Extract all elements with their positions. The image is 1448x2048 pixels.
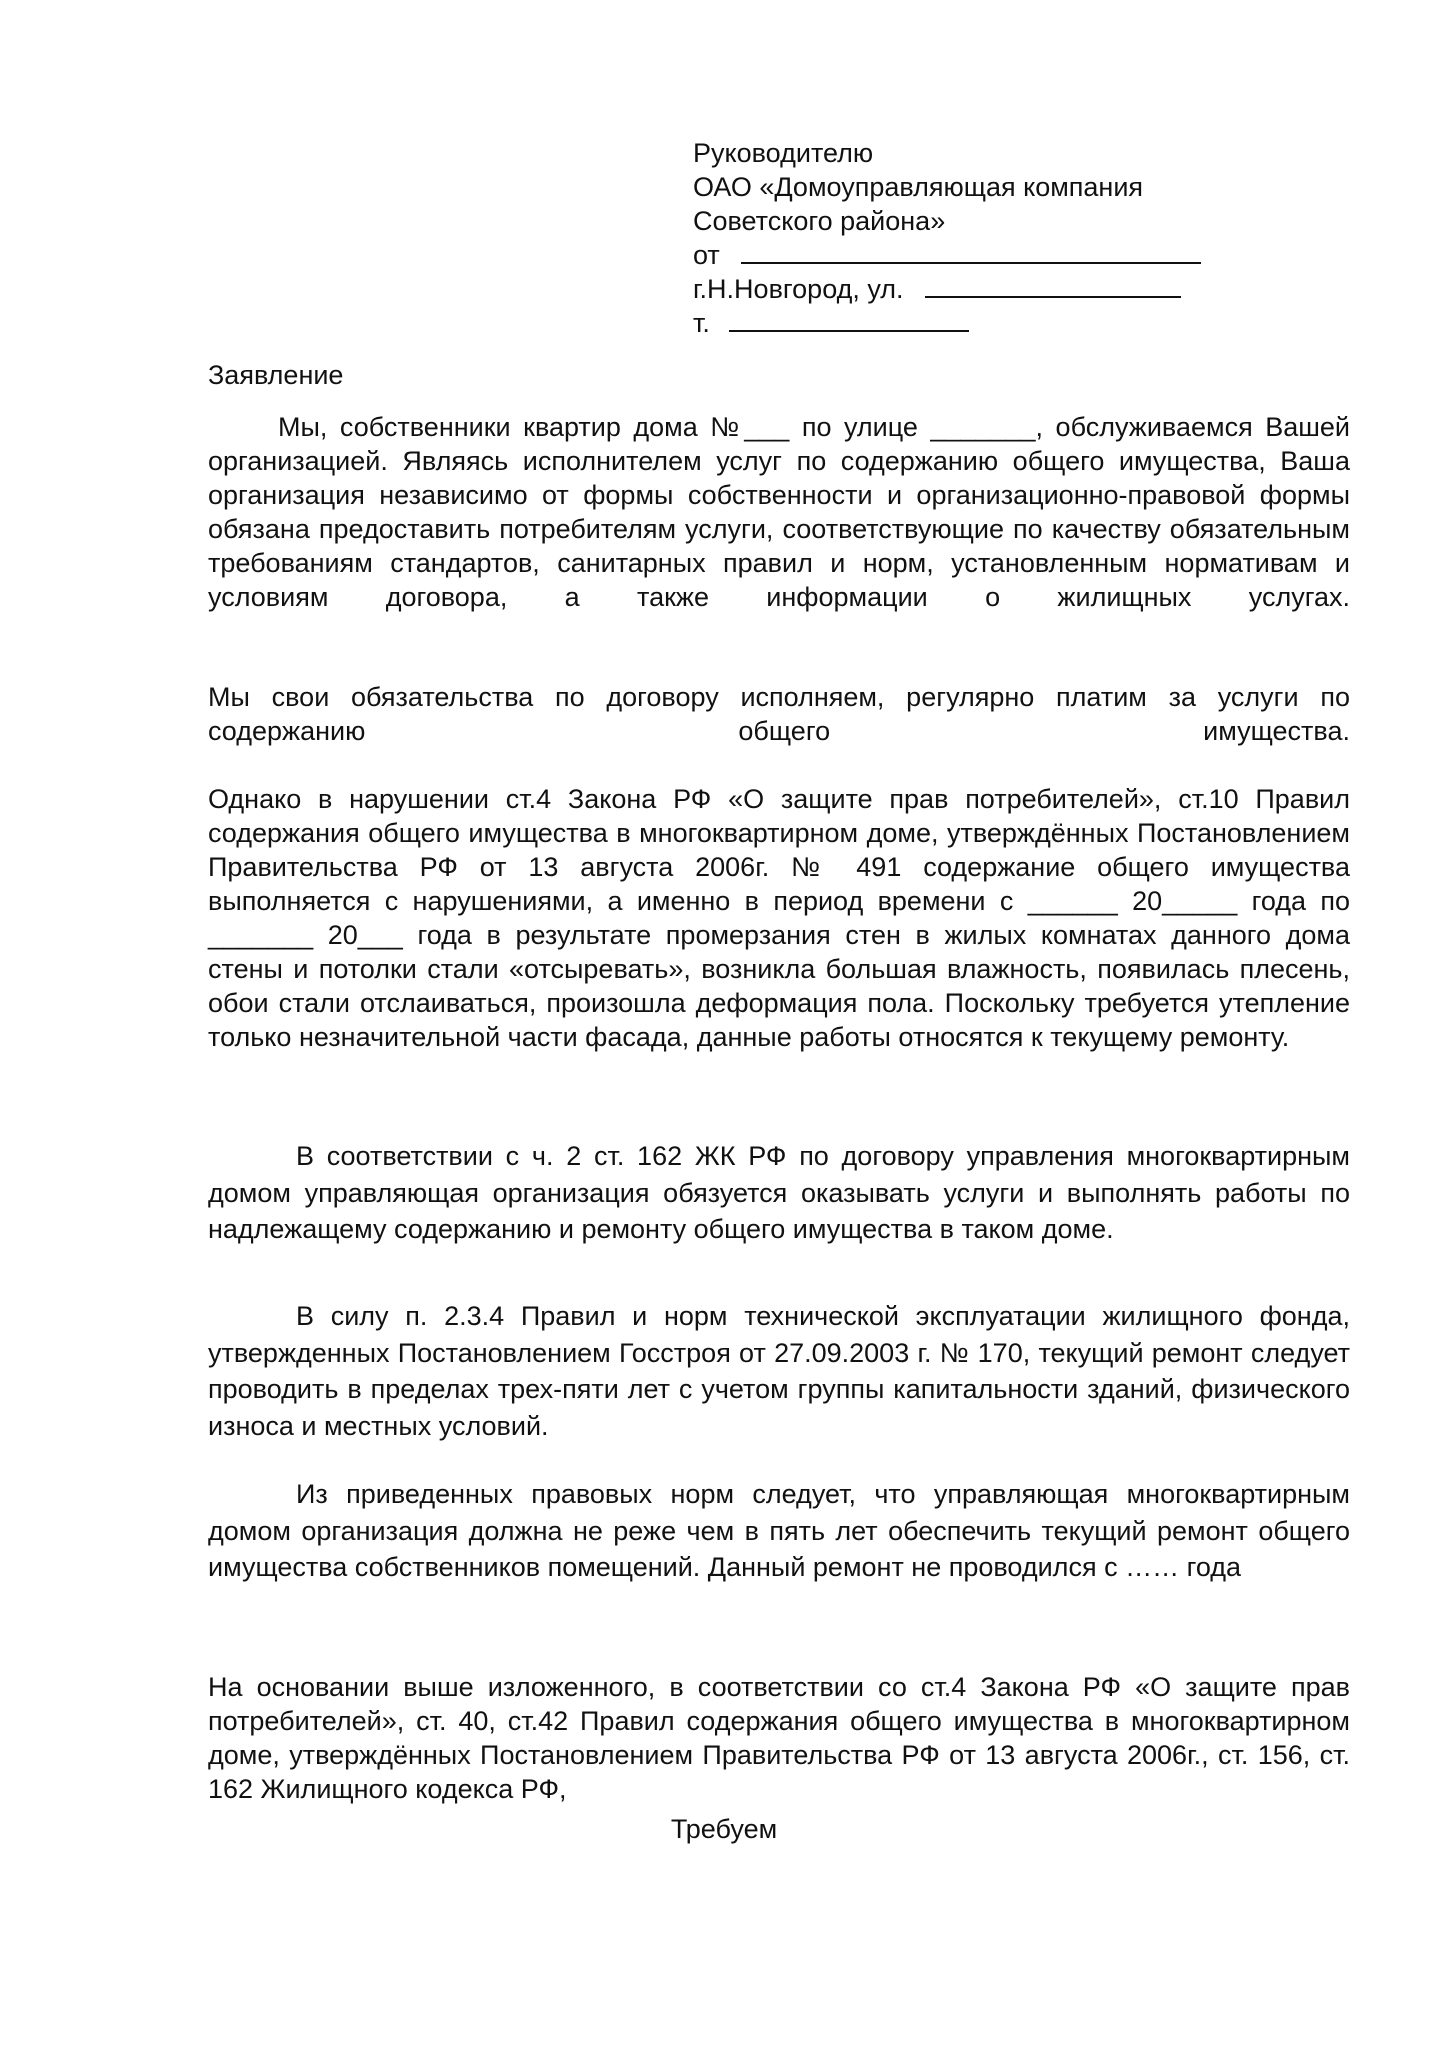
paragraph-5 [208,1298,1350,1444]
demand-heading: Требуем [670,1814,778,1844]
phone-blank [729,306,969,332]
paragraph-7-text: На основании выше изложенного, в соответствии со ст.4 Закона РФ «О защите прав потребителей», ст. 40, ст.42 Правил содержания общего имущества в многоквартирном доме, утверждённых Постановлением Правительства РФ от 13 августа 2006г., ст. 156, ст. 162 Жилищного кодекса РФ, [208,1672,1350,1804]
paragraph-6 [208,1476,1350,1586]
paragraph-7 [208,1670,1350,1806]
paragraph-5-text: В силу п. 2.3.4 Правил и норм технической эксплуатации жилищного фонда, утвержденных Постановлением Госстроя от 27.09.2003 г. № 170, текущий ремонт следует проводить в пределах трех-пяти лет с учетом группы капитальности зданий, физического износа и местных условий. [208,1301,1350,1441]
addressee-line-1: Руководителю [693,138,874,168]
from-label: от [693,240,720,270]
paragraph-3 [208,782,1350,1054]
paragraph-2 [208,680,1350,748]
addressee-line-2: ОАО «Домоуправляющая компания [693,172,1144,202]
addressee-line-3: Советского района» [693,206,946,236]
addressee-from-line [693,238,1201,272]
paragraph-6-text: Из приведенных правовых норм следует, что управляющая многоквартирным домом организация должна не реже чем в пять лет обеспечить текущий ремонт общего имущества собственников помещений. Данный ремонт не проводился с …… года [208,1479,1350,1582]
paragraph-2-text: Мы свои обязательства по договору исполняем, регулярно платим за услуги по содержанию общего имущества. [208,682,1350,746]
paragraph-1-text: Мы, собственники квартир дома №___ по улице _______, обслуживаемся Вашей организацией. Являясь исполнителем услуг по содержанию общего имущества, Ваша организация независимо от формы собственности и организационно-правовой формы обязана предоставить потребителям услуги, соответствующие по качеству обязательным требованиям стандартов, санитарных правил и норм, установленным нормативам и условиям договора, а также информации о жилищных услугах. [208,412,1350,612]
city-label: г.Н.Новгород, ул. [693,274,904,304]
addressee-phone-line [693,306,1201,340]
addressee-block [693,136,1201,340]
paragraph-4 [208,1138,1350,1248]
phone-label: т. [693,308,710,338]
from-blank [741,238,1201,264]
document-title: Заявление [208,360,344,390]
paragraph-4-text: В соответствии с ч. 2 ст. 162 ЖК РФ по договору управления многоквартирным домом управляющая организация обязуется оказывать услуги и выполнять работы по надлежащему содержанию и ремонту общего имущества в таком доме. [208,1141,1350,1244]
paragraph-1 [208,410,1350,614]
paragraph-3-text: Однако в нарушении ст.4 Закона РФ «О защите прав потребителей», ст.10 Правил содержания общего имущества в многоквартирном доме, утверждённых Постановлением Правительства РФ от 13 августа 2006г. № 491 содержание общего имущества выполняется с нарушениями, а именно в период времени с ______ 20_____ года по _______ 20___ года в результате промерзания стен в жилых комнатах данного дома стены и потолки стали «отсыревать», возникла большая влажность, появилась плесень, обои стали отслаиваться, произошла деформация пола. Поскольку требуется утепление только незначительной части фасада, данные работы относятся к текущему ремонту. [208,784,1350,1052]
street-blank [925,272,1181,298]
addressee-city-line [693,272,1201,306]
